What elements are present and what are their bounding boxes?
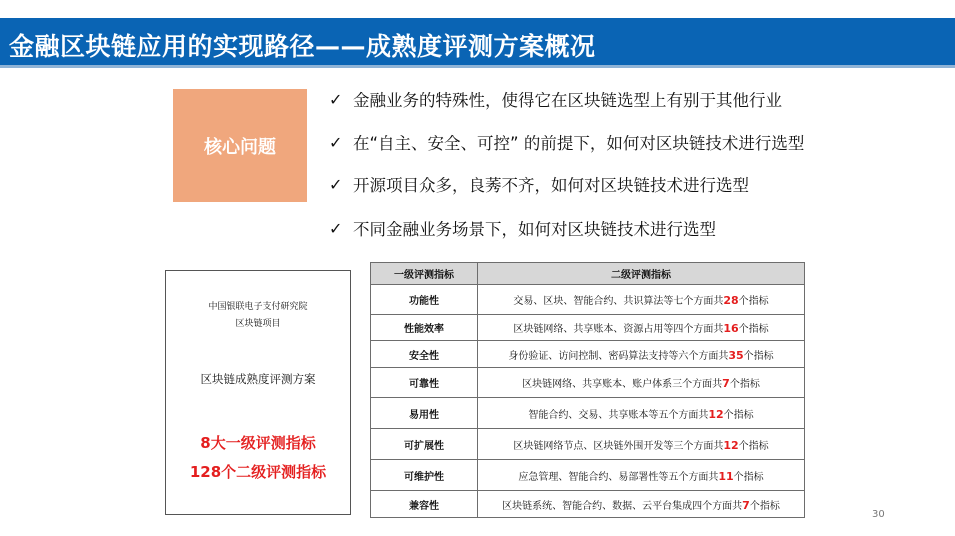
table-row: [371, 315, 805, 341]
indicator-count: 16: [723, 322, 739, 335]
level2-cell: [478, 429, 805, 460]
table-header-row: [371, 263, 805, 285]
metrics-table: [370, 262, 805, 518]
table-row: [371, 460, 805, 491]
document-highlight-level2: 128个二级评测指标: [189, 463, 327, 481]
list-item: [329, 130, 804, 154]
level2-cell: [478, 315, 805, 341]
table-row: [371, 368, 805, 398]
level1-cell: 易用性: [371, 398, 478, 429]
document-cover: [165, 270, 351, 515]
level1-cell: 性能效率: [371, 315, 478, 341]
document-name: 区块链成熟度评测方案: [200, 372, 316, 386]
checkmark-icon: ✓: [329, 218, 343, 238]
level2-text: 区块链网络、共享账本、资源占用等四个方面共: [513, 324, 724, 335]
level2-text: 身份验证、访问控制、密码算法支持等六个方面共: [508, 350, 729, 362]
indicator-count: 7: [742, 498, 750, 512]
indicator-count: 12: [723, 438, 739, 452]
level2-cell: [478, 491, 805, 518]
indicator-count: 12: [708, 407, 724, 421]
level2-cell: [478, 285, 805, 315]
level2-suffix: 个指标: [743, 350, 774, 362]
header-level1: 一级评测指标: [371, 263, 478, 285]
level1-cell: 兼容性: [371, 491, 478, 518]
slide-title: 金融区块链应用的实现路径——成熟度评测方案概况: [9, 32, 596, 61]
list-item: [329, 172, 749, 196]
checkmark-icon: ✓: [329, 174, 343, 194]
indicator-count: 28: [723, 294, 739, 307]
level1-cell: 安全性: [371, 341, 478, 368]
core-question-box: [173, 89, 307, 202]
level2-suffix: 个指标: [733, 471, 764, 483]
document-organization: 中国银联电子支付研究院: [208, 302, 308, 312]
list-item-text: 不同金融业务场景下，如何对区块链技术进行选型: [353, 220, 716, 239]
level2-text: 智能合约、交易、共享账本等五个方面共: [528, 409, 709, 421]
header-level2: 二级评测指标: [478, 263, 805, 285]
list-item: [329, 87, 782, 111]
list-item-text: 金融业务的特殊性，使得它在区块链选型上有别于其他行业: [353, 91, 782, 110]
level2-text: 区块链系统、智能合约、数据、云平台集成四个方面共: [502, 500, 743, 512]
level2-text: 交易、区块、智能合约、共识算法等七个方面共: [513, 296, 724, 307]
table-row: [371, 285, 805, 315]
table-row: [371, 398, 805, 429]
level1-cell: 可扩展性: [371, 429, 478, 460]
table-row: [371, 491, 805, 518]
list-item-text: 开源项目众多，良莠不齐，如何对区块链技术进行选型: [353, 176, 749, 195]
indicator-count: 11: [718, 469, 734, 483]
level2-cell: [478, 368, 805, 398]
core-question-label: 核心问题: [204, 136, 276, 158]
document-project: 区块链项目: [235, 319, 281, 329]
level2-suffix: 个指标: [723, 409, 754, 421]
level1-cell: 可靠性: [371, 368, 478, 398]
level2-text: 应急管理、智能合约、易部署性等五个方面共: [518, 471, 719, 483]
level2-text: 区块链网络节点、区块链外围开发等三个方面共: [513, 440, 724, 452]
document-highlight-level1: 8大一级评测指标: [200, 434, 316, 452]
level2-cell: [478, 398, 805, 429]
checkmark-icon: ✓: [329, 132, 343, 152]
list-item-text: 在“自主、安全、可控” 的前提下，如何对区块链技术进行选型: [353, 134, 805, 153]
level2-cell: [478, 341, 805, 368]
table-row: [371, 341, 805, 368]
level2-suffix: 个指标: [738, 296, 769, 307]
level2-cell: [478, 460, 805, 491]
level2-suffix: 个指标: [749, 500, 780, 512]
level1-cell: 可维护性: [371, 460, 478, 491]
level2-suffix: 个指标: [729, 379, 760, 390]
level2-text: 区块链网络、共享账本、账户体系三个方面共: [522, 379, 723, 390]
checkmark-icon: ✓: [329, 89, 343, 109]
title-bar: [0, 18, 955, 68]
list-item: [329, 216, 716, 240]
indicator-count: 35: [728, 348, 744, 362]
page-number: 30: [872, 509, 885, 520]
indicator-count: 7: [722, 377, 730, 390]
level2-suffix: 个指标: [738, 324, 769, 335]
level1-cell: 功能性: [371, 285, 478, 315]
level2-suffix: 个指标: [738, 440, 769, 452]
table-row: [371, 429, 805, 460]
